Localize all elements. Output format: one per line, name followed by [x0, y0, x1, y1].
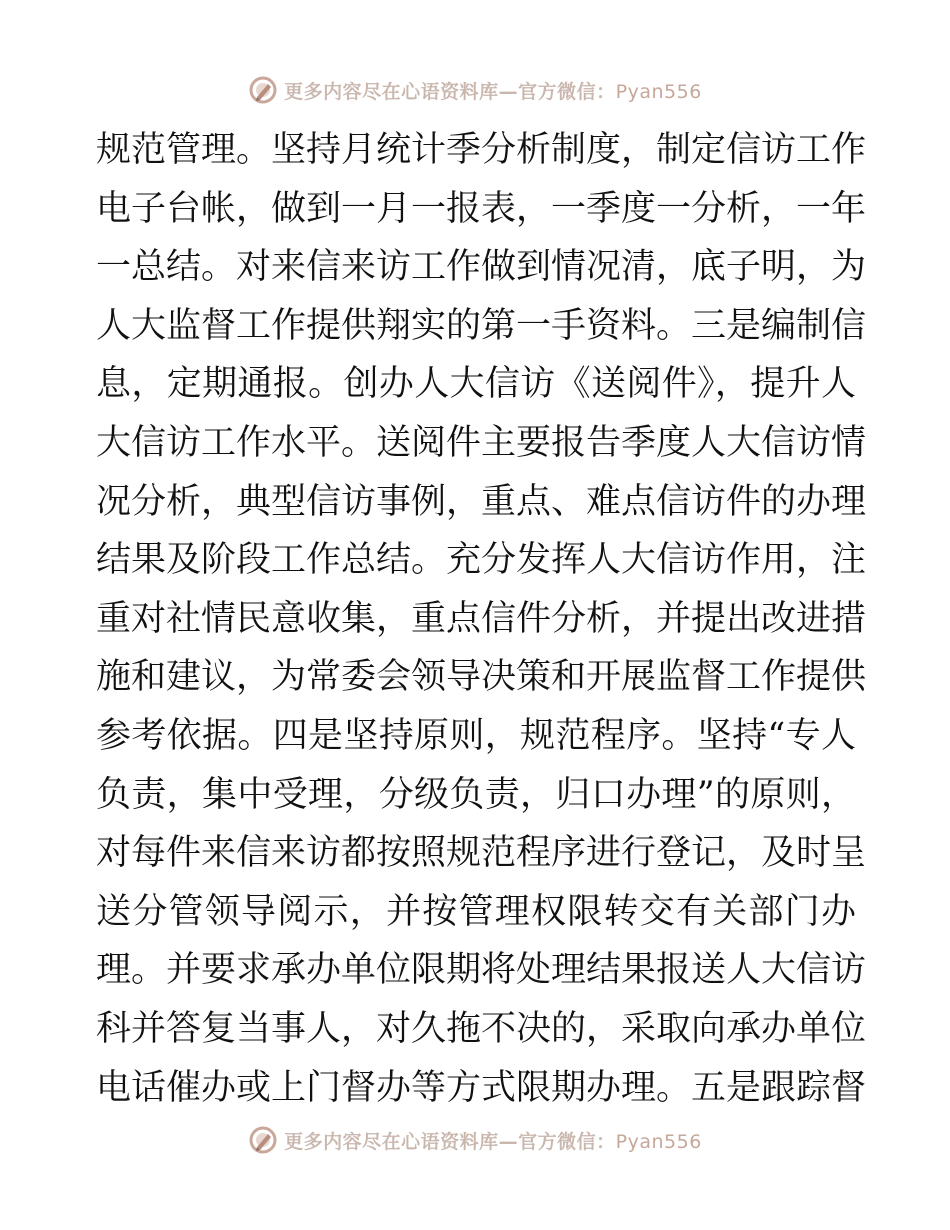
pen-circle-logo-icon — [248, 75, 278, 105]
pen-circle-logo-icon — [248, 1125, 278, 1155]
paragraph-line: 送分管领导阅示，并按管理权限转交有关部门办 — [96, 891, 856, 932]
watermark-text: 更多内容尽在心语资料库—官方微信：Pyan556 — [284, 80, 702, 103]
document-body — [96, 121, 867, 1117]
paragraph-line: 电子台帐，做到一月一报表，一季度一分析，一年 — [96, 188, 867, 229]
paragraph-line: 大信访工作水平。送阅件主要报告季度人大信访情 — [96, 422, 867, 463]
paragraph-line: 参考依据。四是坚持原则，规范程序。坚持“专人 — [96, 715, 856, 756]
paragraph-line: 重对社情民意收集，重点信件分析，并提出改进措 — [96, 598, 867, 639]
paragraph-line: 对每件来信来访都按照规范程序进行登记，及时呈 — [96, 833, 867, 874]
watermark-handle: Pyan556 — [615, 1130, 702, 1153]
paragraph-line: 息，定期通报。创办人大信访《送阅件》，提升人 — [96, 364, 856, 405]
watermark-handle: Pyan556 — [615, 80, 702, 103]
paragraph-line: 科并答复当事人，对久拖不决的，采取向承办单位 — [96, 1008, 867, 1049]
footer-watermark — [0, 1120, 950, 1160]
watermark-text: 更多内容尽在心语资料库—官方微信：Pyan556 — [284, 1130, 702, 1153]
paragraph-line: 人大监督工作提供翔实的第一手资料。三是编制信 — [96, 305, 867, 346]
paragraph-line: 况分析，典型信访事例，重点、难点信访件的办理 — [96, 481, 867, 522]
header-watermark — [0, 70, 950, 110]
paragraph-line: 施和建议，为常委会领导决策和开展监督工作提供 — [96, 657, 867, 698]
paragraph-line: 结果及阶段工作总结。充分发挥人大信访作用，注 — [96, 540, 867, 581]
paragraph-line: 负责，集中受理，分级负责，归口办理”的原则， — [96, 774, 856, 815]
paragraph-line: 电话催办或上门督办等方式限期办理。五是跟踪督 — [96, 1067, 867, 1108]
paragraph-line: 理。并要求承办单位限期将处理结果报送人大信访 — [96, 950, 867, 991]
paragraph-line: 规范管理。坚持月统计季分析制度，制定信访工作 — [96, 130, 867, 170]
paragraph-line: 一总结。对来信来访工作做到情况清，底子明，为 — [96, 247, 867, 288]
